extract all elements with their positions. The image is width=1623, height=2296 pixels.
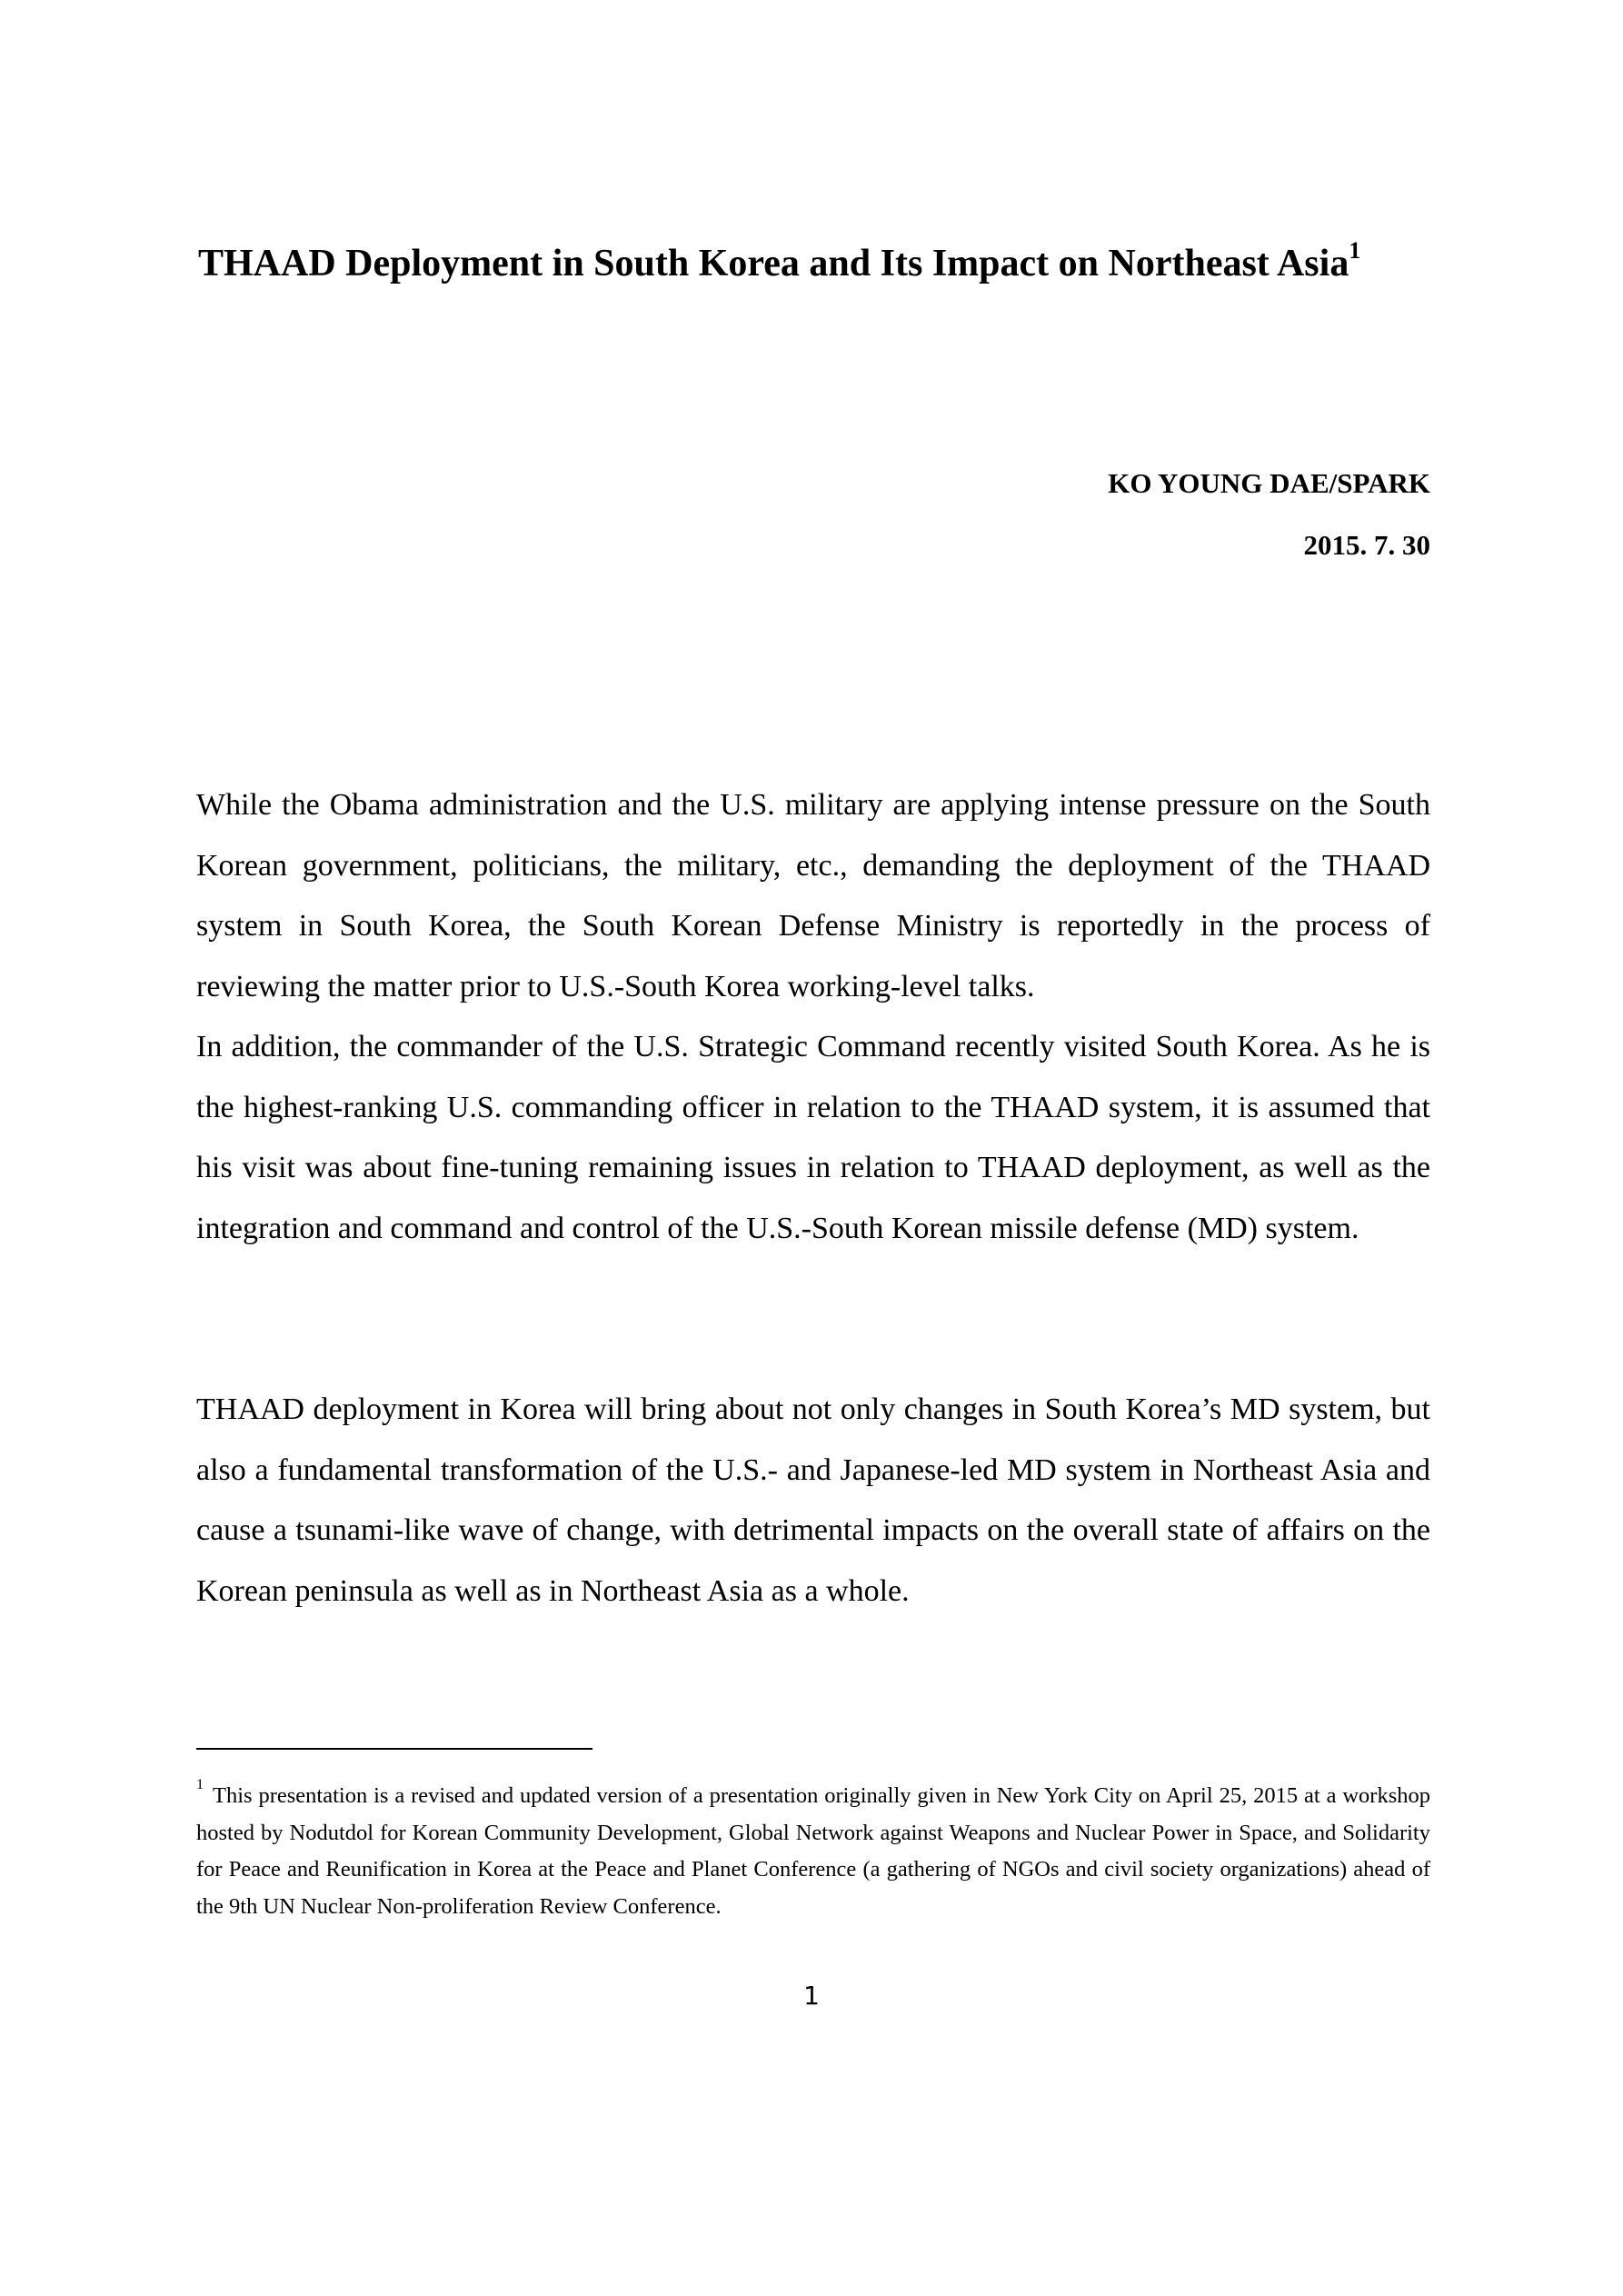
footnote-separator: [196, 1748, 592, 1750]
date-line: 2015. 7. 30: [1303, 529, 1430, 561]
body-paragraph-1: While the Obama administration and the U.S. military are applying intense pressure on the South Korean government, politicians, the military, etc., demanding the deployment of the THAAD system in South Korea, the South Korean Defense Ministry is reportedly in the process of reviewing the matter prior to U.S.-South Korea working-level talks.: [196, 788, 1430, 1003]
title-text: THAAD Deployment in South Korea and Its Impact on Northeast Asia: [198, 243, 1349, 285]
footnote-marker: 1: [196, 1777, 204, 1792]
footnote-text: This presentation is a revised and updated version of a presentation originally given in New York City on April 25, 2015 at a workshop hosted by Nodutdol for Korean Community Development, Global Network against Weapons and Nuclear Power in Space, and Solidarity for Peace and Reunification in Korea at the Peace and Planet Conference (a gathering of NGOs and civil society organizations) ahead of the 9th UN Nuclear Non-proliferation Review Conference.: [196, 1783, 1430, 1919]
page-number: 1: [803, 1981, 820, 2011]
body-paragraph-2: In addition, the commander of the U.S. Strategic Command recently visited South Korea. As he is the highest-ranking U.S. commanding officer in relation to the THAAD system, it is assumed that his visit was about fine-tuning remaining issues in relation to THAAD deployment, as well as the integration and command and control of the U.S.-South Korean missile defense (MD) system.: [196, 1030, 1430, 1245]
document-title: [198, 227, 1425, 291]
title-footnote-marker: 1: [1349, 237, 1361, 264]
author-line: KO YOUNG DAE/SPARK: [1108, 467, 1430, 499]
footnote: [196, 1772, 1430, 1925]
body-paragraph-3: THAAD deployment in Korea will bring about not only changes in South Korea’s MD system, but also a fundamental transformation of the U.S.- and Japanese-led MD system in Northeast Asia and cause a tsunami-like wave of change, with detrimental impacts on the overall state of affairs on the Korean peninsula as well as in Northeast Asia as a whole.: [196, 1393, 1430, 1608]
